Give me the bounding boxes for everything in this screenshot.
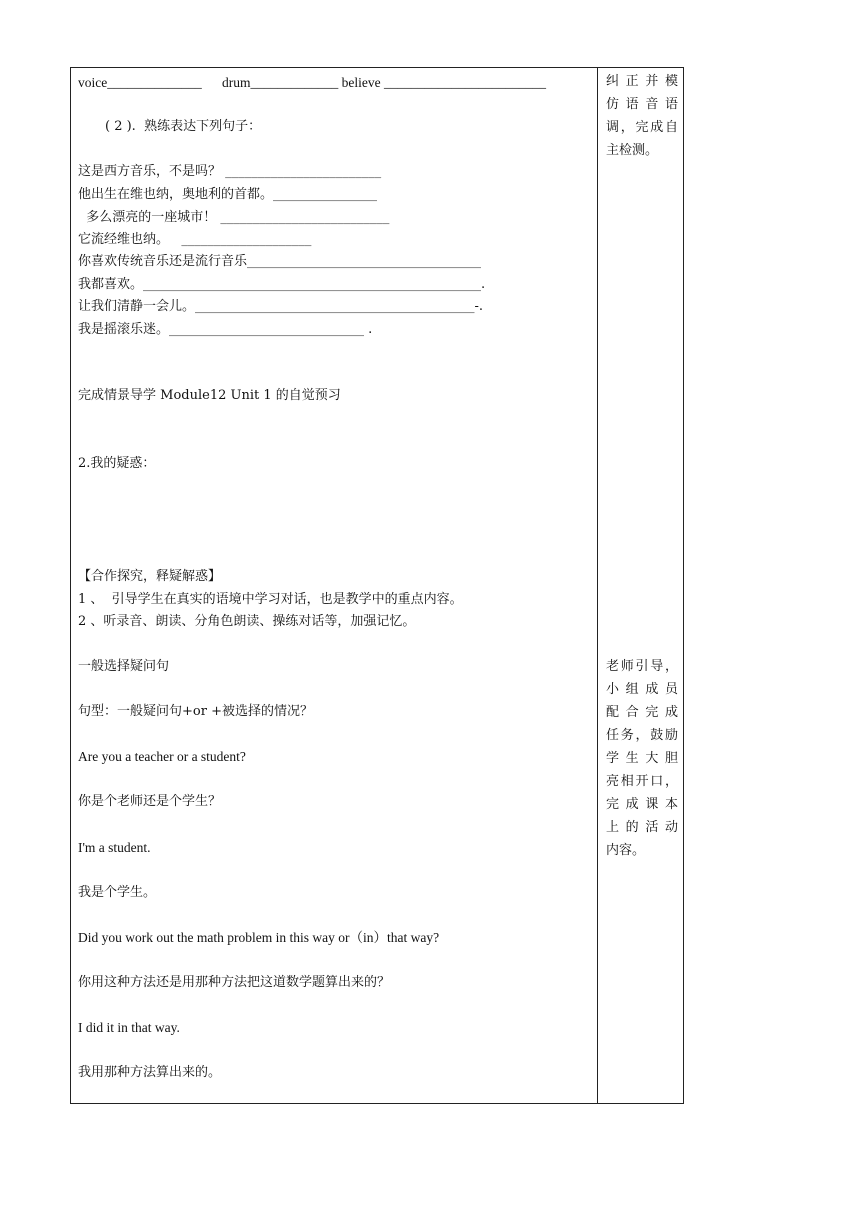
sentence-6: 我都喜欢。____________________________________________________. [78, 277, 486, 292]
example-zh-3: 你用这种方法还是用那种方法把这道数学题算出来的？ [78, 975, 391, 990]
sentence-4: 它流经维也纳。 ____________________ [78, 232, 312, 247]
note2-line: 任务，鼓励 [606, 728, 678, 743]
preview-task: 完成情景导学 Module12 Unit 1 的自觉预习 [78, 388, 341, 403]
example-en-2: I'm a student. [78, 840, 151, 855]
column-divider [597, 67, 598, 1104]
note1-line: 调，完成自 [606, 120, 678, 135]
coop-item-1: 1 、 引导学生在真实的语境中学习对话，也是教学中的重点内容。 [78, 592, 463, 607]
note2-line: 老师引导， [606, 659, 678, 674]
note2-line: 学 生 大 胆 [606, 751, 678, 766]
example-zh-4: 我用那种方法算出来的。 [78, 1065, 222, 1080]
sentence-7: 让我们清静一会儿。___________________________________________-. [78, 299, 484, 314]
example-en-4: I did it in that way. [78, 1020, 180, 1035]
note1-line: 主检测。 [606, 143, 659, 158]
sentence-8: 我是摇滚乐迷。______________________________ . [78, 322, 373, 337]
grammar-title: 一般选择疑问句 [78, 659, 170, 674]
vocab-line: voice______________ drum_____________ believe ________________________ [78, 75, 546, 90]
example-en-3: Did you work out the math problem in this way or（in）that way? [78, 930, 440, 945]
example-zh-2: 我是个学生。 [78, 885, 157, 900]
sentence-2: 他出生在维也纳，奥地利的首都。________________ [78, 187, 378, 202]
note2-line: 亮相开口， [606, 774, 678, 789]
note2-line: 上 的 活 动 [606, 820, 678, 835]
note1-line: 仿 语 音 语 [606, 97, 678, 112]
teacher-note-2 [606, 655, 678, 862]
coop-heading: 【合作探究，释疑解惑】 [78, 569, 222, 584]
section2-heading: ( 2 ). 熟练表达下列句子： [105, 119, 262, 134]
sentence-5: 你喜欢传统音乐还是流行音乐____________________________________ [78, 254, 482, 269]
example-en-1: Are you a teacher or a student? [78, 749, 246, 764]
note2-line: 内容。 [606, 843, 646, 858]
teacher-note-1 [606, 70, 678, 162]
example-zh-1: 你是个老师还是个学生？ [78, 794, 222, 809]
sentence-3: 多么漂亮的一座城市！ __________________________ [78, 210, 390, 225]
note2-line: 配 合 完 成 [606, 705, 678, 720]
my-doubts: 2.我的疑惑： [78, 456, 156, 471]
note2-line: 小 组 成 员 [606, 682, 678, 697]
sentence-1: 这是西方音乐，不是吗？ ________________________ [78, 164, 382, 179]
note2-line: 完 成 课 本 [606, 797, 678, 812]
note1-line: 纠 正 并 模 [606, 74, 678, 89]
coop-item-2: 2 、听录音、朗读、分角色朗读、操练对话等，加强记忆。 [78, 614, 416, 629]
sentence-pattern: 句型：一般疑问句+or +被选择的情况？ [78, 704, 313, 719]
